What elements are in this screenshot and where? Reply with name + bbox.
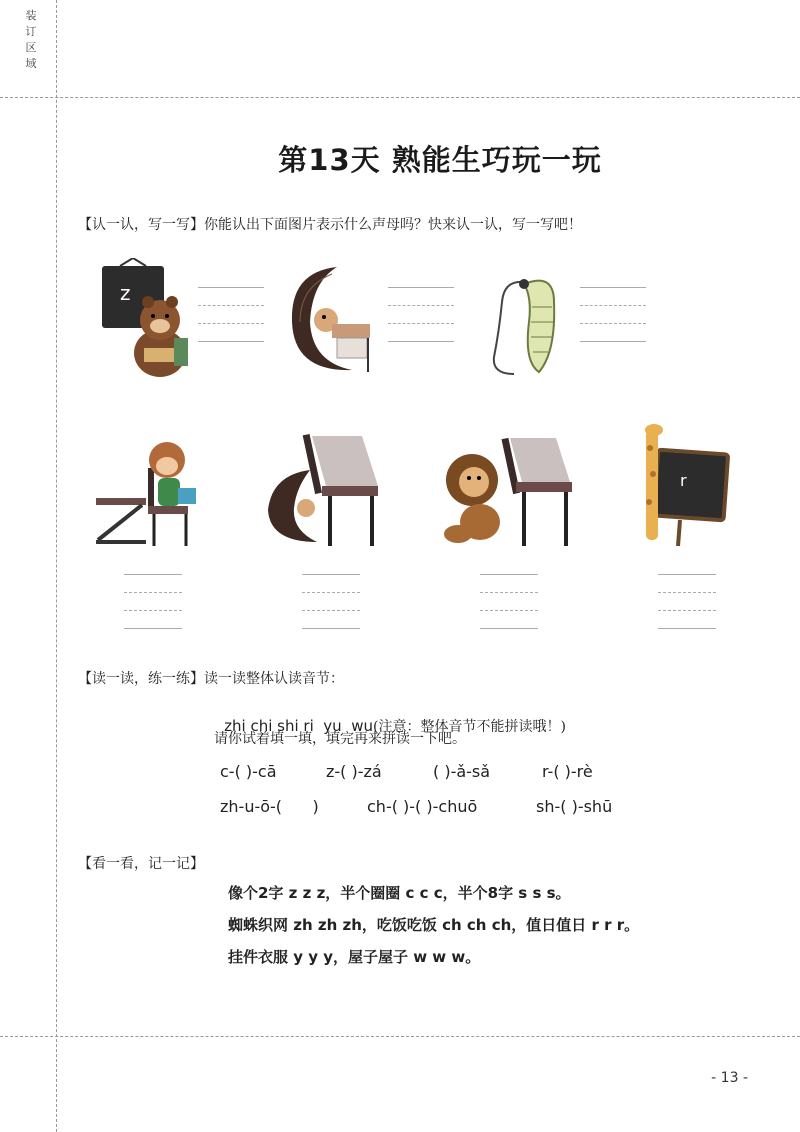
writing-lines[interactable] xyxy=(480,574,538,646)
exercise-item[interactable]: zh-u-ō-( ) xyxy=(220,797,319,816)
monkey-chair-icon xyxy=(92,430,207,550)
giraffe-chalkboard-icon xyxy=(636,424,732,552)
page-number: - 13 - xyxy=(711,1070,748,1086)
syllables-note: (注意：整体音节不能拼读哦！) xyxy=(373,719,566,735)
writing-lines[interactable] xyxy=(198,287,264,359)
bottom-cut-line xyxy=(0,1036,800,1037)
section-look-remember-heading: 【看一看，记一记】 xyxy=(78,856,204,872)
fill-instruction: 请你试着填一填，填完再来拼读一下吧。 xyxy=(214,731,466,747)
writing-lines[interactable] xyxy=(302,574,360,646)
rhyme-line: 挂件衣服 y y y，屋子屋子 w w w。 xyxy=(228,948,481,966)
exercise-item[interactable]: z-( )-zá xyxy=(326,762,382,781)
exercise-item[interactable]: ch-( )-( )-chuō xyxy=(367,797,478,816)
writing-lines[interactable] xyxy=(658,574,716,646)
lion-chair-icon xyxy=(436,430,576,550)
rhyme-line: 像个2字 z z z，半个圈圈 c c c，半个8字 s s s。 xyxy=(228,884,571,902)
writing-lines[interactable] xyxy=(388,287,454,359)
binding-area-label: 装 订 区 域 xyxy=(25,9,37,70)
exercise-item[interactable]: sh-( )-shū xyxy=(536,797,613,816)
whole-syllables: zhi chi shi ri yu wu xyxy=(224,717,373,735)
silkworm-icon xyxy=(484,262,574,382)
rhyme-line: 蜘蛛织网 zh zh zh，吃饭吃饭 ch ch ch，值日值日 r r r。 xyxy=(228,916,640,934)
page-title: 第13天 熟能生巧玩一玩 xyxy=(278,143,602,177)
chalkboard-letter: r xyxy=(680,471,687,490)
bear-chalkboard-icon xyxy=(100,258,195,378)
chalkboard-letter: z xyxy=(120,281,131,305)
exercise-item[interactable]: ( )-ǎ-sǎ xyxy=(433,762,491,781)
writing-lines[interactable] xyxy=(124,574,182,646)
hedgehog-desk-icon xyxy=(282,262,382,377)
section-read-practice-heading: 【读一读，练一练】读一读整体认读音节： xyxy=(78,671,344,687)
exercise-item[interactable]: r-( )-rè xyxy=(542,762,593,781)
top-cut-line xyxy=(0,97,800,98)
hedgehog-chair-icon xyxy=(262,430,382,550)
exercise-item[interactable]: c-( )-cā xyxy=(220,762,277,781)
writing-lines[interactable] xyxy=(580,287,646,359)
section-recognize-heading: 【认一认，写一写】你能认出下面图片表示什么声母吗？快来认一认，写一写吧！ xyxy=(78,217,582,233)
